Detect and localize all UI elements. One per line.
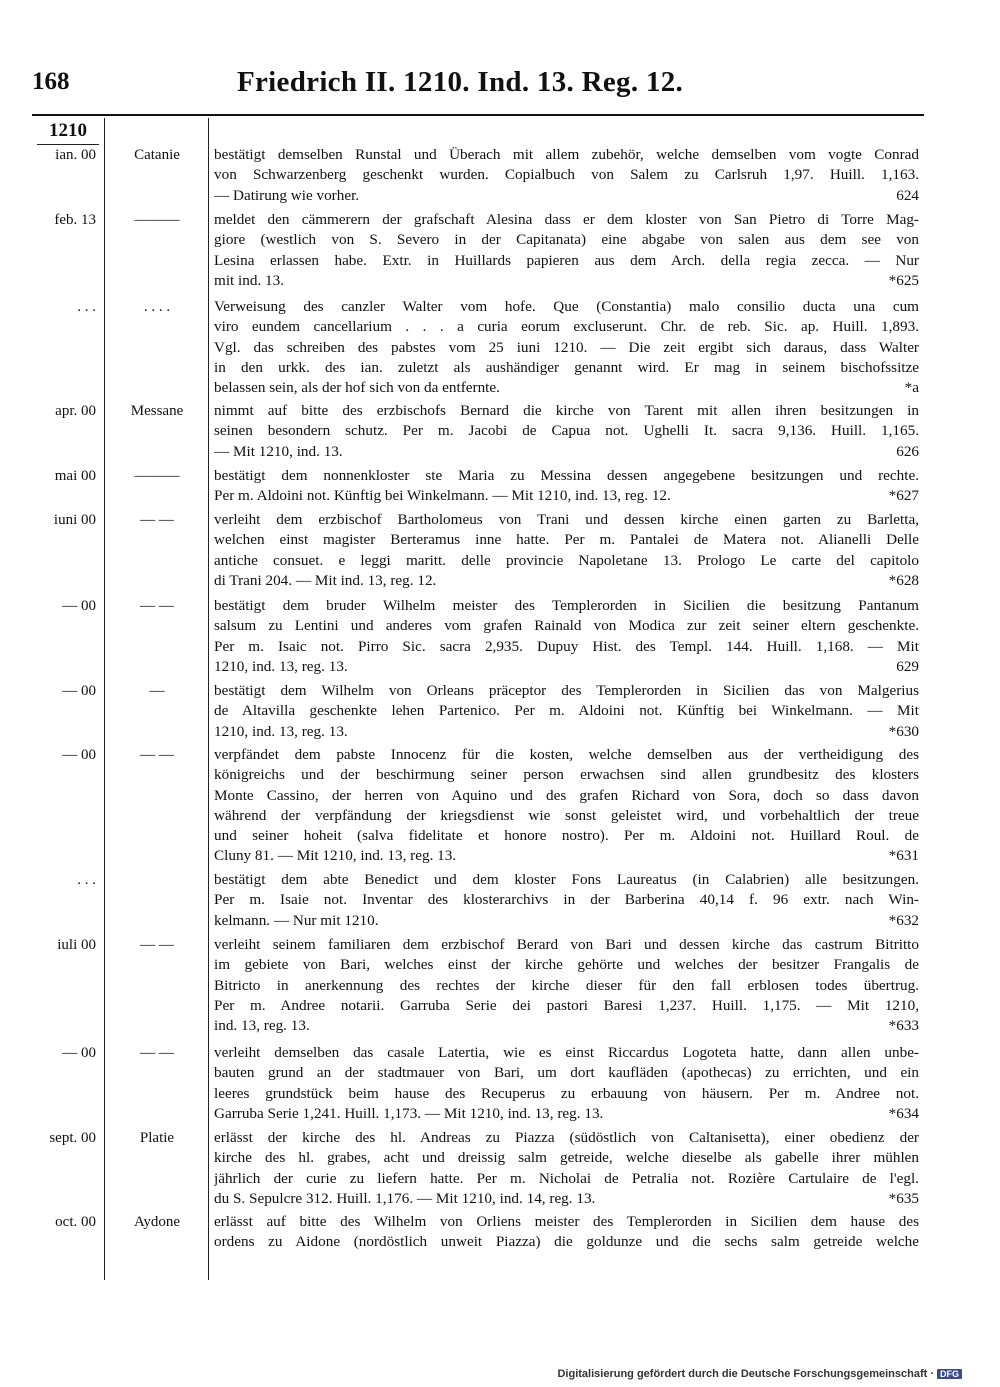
entry-place: ———: [134, 212, 180, 228]
entry-text: [214, 745, 919, 867]
entry-place: Aydone: [133, 1214, 181, 1230]
year-label: 1210: [37, 120, 99, 145]
entry-number: 629: [896, 657, 919, 675]
entry-line: [214, 271, 919, 291]
entry-place: ———: [134, 468, 180, 484]
entry-place: . . . .: [143, 299, 171, 315]
entry-line: [214, 571, 919, 591]
entry-date: oct. 00: [55, 1214, 96, 1230]
entry-line: [214, 378, 919, 398]
entry-line: [214, 722, 919, 742]
entry-number: *628: [888, 571, 919, 589]
entry-text: [214, 297, 919, 398]
entry-line: [214, 186, 919, 206]
entry-place: —: [149, 683, 165, 699]
entry-line: bestätigt dem abte Benedict und dem kloster Fons Laureatus (in Calabrien) alle besitzungen.: [214, 871, 919, 888]
entry-date: — 00: [62, 683, 96, 699]
entry-line: bauten grund an der stadtmauer von Bari, um dort kaufläden (apothecas) zu errichten, und ein: [214, 1064, 919, 1082]
entry-line: Per m. Isaic not. Pirro Sic. sacra 2,935. Dupuy Hist. des Templ. 144. Huill. 1,168. — Mit: [214, 637, 919, 655]
entry-line-text: Garruba Serie 1,241. Huill. 1,173. — Mit 1210, ind. 13, reg. 13.: [214, 1104, 604, 1122]
entry-line: verleiht seinem familiaren dem erzbischof Berard von Bari und dessen kirche das castrum Bitritto: [214, 936, 919, 953]
entry-text: [214, 401, 919, 462]
entry-line: de Altavilla geschenkte lehen Partenico. Per m. Aldoini not. Künftig bei Winkelmann. — Mit: [214, 702, 919, 720]
credit-text: Digitalisierung gefördert durch die Deutsche Forschungsgemeinschaft ·: [557, 1368, 934, 1380]
entry-date: mai 00: [54, 468, 96, 484]
entry-text: [214, 596, 919, 677]
dfg-logo-icon: DFG: [937, 1369, 962, 1379]
entry-place: — —: [140, 937, 174, 953]
entry-line: und seiner hoheit (salva fidelitate et honore nostro). Per m. Aldoini not. Huillard Roul. de: [214, 827, 919, 845]
entry-text: [214, 1128, 919, 1209]
entry-date: — 00: [62, 598, 96, 614]
entry-line: Lesina erlassen habe. Extr. in Huillards papieren aus dem Arch. della regia zecca. — Nur: [214, 251, 919, 269]
entry-line: kirche des hl. grabes, acht und dreissig salm getreide, welche dieselbe als gabelle ihrer mühlen: [214, 1149, 919, 1167]
entry-date: . . .: [77, 299, 96, 315]
entry-line: Bitricto in anerkennung des rechtes der kirche dieser für den fall erblosen todes übertrug.: [214, 976, 919, 994]
entry-line: verleiht dem erzbischof Bartholomeus von Trani und dessen kirche einen garten zu Barletta,: [214, 511, 919, 528]
entry-line-text: Cluny 81. — Mit 1210, ind. 13, reg. 13.: [214, 847, 457, 865]
entry-line: [214, 846, 919, 866]
entry-date: — 00: [62, 747, 96, 763]
entry-line: Per m. Andree notarii. Garruba Serie dei pastori Baresi 1,237. Huill. 1,175. — Mit 1210,: [214, 996, 919, 1014]
entry-text: [214, 870, 919, 931]
digitization-credit: [557, 1368, 962, 1380]
entry-date: iuli 00: [57, 937, 96, 953]
entry-number: *627: [888, 487, 919, 505]
entry-line: [214, 911, 919, 931]
entry-place: — —: [140, 747, 174, 763]
entry-number: 624: [896, 186, 919, 204]
entry-line: Per m. Isaie not. Inventar des klosterarchivs in der Barberina 40,14 f. 96 extr. nach Win-: [214, 891, 919, 909]
entry-line: jährlich der curie zu liefern hatte. Per m. Nicholai de Petralia not. Rozière Cartulaire de l'egl.: [214, 1169, 919, 1187]
entry-line: bestätigt demselben Runstal und Überach mit allem zubehör, welche demselben vom vogte Conrad: [214, 146, 919, 163]
entry-line-text: Per m. Aldoini not. Künftig bei Winkelmann. — Mit 1210, ind. 13, reg. 12.: [214, 487, 671, 505]
entry-line: seinen besondern schutz. Per m. Jacobi de Capua not. Ughelli It. sacra 9,136. Huill. 1,165.: [214, 422, 919, 440]
entry-line: giore (westlich von S. Severo in der Capitanata) eine abgabe von salen aus dem see von: [214, 231, 919, 249]
entry-date: . . .: [77, 872, 96, 888]
entry-line: königreichs und der beschirmung seiner person erwachsen sind allen grundbesitz des klosters: [214, 766, 919, 784]
entry-number: *632: [888, 911, 919, 929]
entry-line: [214, 657, 919, 677]
running-title: Friedrich II. 1210. Ind. 13. Reg. 12.: [237, 66, 684, 98]
entry-date: feb. 13: [54, 212, 96, 228]
entry-line: bestätigt dem Wilhelm von Orleans präceptor des Templerorden in Sicilien das von Malgerius: [214, 682, 919, 699]
entry-number: *630: [888, 722, 919, 740]
entry-line: viro eundem cancellarium . . . a curia eorum excluserunt. Chr. de reb. Sic. ap. Huill. 1,893.: [214, 318, 919, 336]
entry-text: [214, 681, 919, 742]
entry-text: [214, 510, 919, 591]
entry-line: nimmt auf bitte des erzbischofs Bernard die kirche von Tarent mit allen ihren besitzungen in: [214, 402, 919, 419]
entry-date: sept. 00: [49, 1130, 96, 1146]
entry-text: [214, 210, 919, 291]
entry-line: welchen einst magister Berteramus inne hatte. Per m. Pantalei de Matera not. Alianelli Delle: [214, 531, 919, 549]
entry-line: [214, 442, 919, 462]
entry-line: verleiht demselben das casale Latertia, wie es einst Riccardus Logoteta hatte, dann allen unbe-: [214, 1044, 919, 1061]
entry-line: erlässt der kirche des hl. Andreas zu Piazza (südöstlich von Caltanisetta), einer obedienz der: [214, 1129, 919, 1146]
entry-line: bestätigt dem bruder Wilhelm meister des Templerorden in Sicilien die besitzung Pantanum: [214, 597, 919, 614]
entry-number: *631: [888, 847, 919, 865]
entry-line-text: ind. 13, reg. 13.: [214, 1017, 310, 1035]
page-number: 168: [32, 68, 70, 95]
entry-line: antiche consuet. e leggi maritt. delle provincie Napoletane 13. Prologo Le carte del capitolo: [214, 551, 919, 569]
entry-line-text: 1210, ind. 13, reg. 13.: [214, 722, 348, 740]
entry-line: [214, 1189, 919, 1209]
entry-line: leeres grundstück beim hause des Recuperus zu erbauung von häusern. Per m. Andree not.: [214, 1084, 919, 1102]
entry-line-text: — Datirung wie vorher.: [214, 186, 360, 204]
entry-number: *634: [888, 1104, 919, 1122]
entry-line: erlässt auf bitte des Wilhelm von Orliens meister des Templerorden in Sicilien dem hause des: [214, 1213, 919, 1230]
entry-line: meldet den cämmerern der grafschaft Alesina dass er dem kloster von San Pietro di Torre Mag-: [214, 211, 919, 228]
entry-text: [214, 466, 919, 507]
entry-line-text: di Trani 204. — Mit ind. 13, reg. 12.: [214, 571, 437, 589]
entry-place: Platie: [139, 1130, 175, 1146]
entry-line: in den urkk. des ian. zuletzt als aushändiger genannt wird. Er mag in seinem bischofssitze: [214, 358, 919, 376]
entry-line-text: kelmann. — Nur mit 1210.: [214, 911, 379, 929]
entry-number: *a: [904, 379, 919, 397]
entry-line: [214, 1016, 919, 1036]
entry-line: [214, 1104, 919, 1124]
entry-place: Messane: [130, 403, 184, 419]
entry-line: Verweisung des canzler Walter vom hofe. Que (Constantia) malo consilio ducta una cum: [214, 298, 919, 315]
entry-text: [214, 935, 919, 1036]
entry-text: [214, 145, 919, 206]
entry-date: — 00: [62, 1045, 96, 1061]
entry-line: von Schwarzenberg geschenkt wurden. Copialbuch von Salem zu Carlsruh 1,97. Huill. 1,163.: [214, 166, 919, 184]
entry-text: [214, 1212, 919, 1253]
entry-date: iuni 00: [53, 512, 96, 528]
entry-place: — —: [140, 598, 174, 614]
entry-line: [214, 486, 919, 506]
entry-line: im gebiete von Bari, welches einst der kirche gehörte und welches der besitzer Frangalis de: [214, 956, 919, 974]
entry-number: *633: [888, 1017, 919, 1035]
entry-date: ian. 00: [55, 147, 96, 163]
entry-line: Vgl. das schreiben des pabstes vom 25 iuni 1210. — Die zeit ergibt sich daraus, dass Walter: [214, 338, 919, 356]
entry-line: salsum zu Lentini und anderes vom grafen Rainald von Modica zur zeit seiner eltern geschenkte.: [214, 617, 919, 635]
entry-line: ordens zu Aidone (nordöstlich unweit Piazza) die goldunze und die sechs salm getreide welche: [214, 1233, 919, 1251]
entry-text: [214, 1043, 919, 1124]
entry-number: *635: [888, 1189, 919, 1207]
entry-line-text: mit ind. 13.: [214, 271, 285, 289]
entry-line: verpfändet dem pabste Innocenz für die kosten, welche demselben aus der vertheidigung des: [214, 746, 919, 763]
entry-number: *625: [888, 271, 919, 289]
entry-line: bestätigt dem nonnenkloster ste Maria zu Messina dessen angegebene besitzungen und rechte.: [214, 467, 919, 484]
entry-number: 626: [896, 442, 919, 460]
entry-line-text: du S. Sepulcre 312. Huill. 1,176. — Mit 1210, ind. 14, reg. 13.: [214, 1189, 596, 1207]
entry-line: während der verpfändung der kriegsdienst wie sonst geleistet wird, und vorbehaltlich der treue: [214, 806, 919, 824]
entry-place: Catanie: [134, 147, 180, 163]
entry-place: — —: [140, 512, 174, 528]
entry-line-text: 1210, ind. 13, reg. 13.: [214, 657, 348, 675]
entry-line-text: belassen sein, als der hof sich von da entfernte.: [214, 379, 500, 397]
entry-line-text: — Mit 1210, ind. 13.: [214, 442, 343, 460]
entry-place: — —: [140, 1045, 174, 1061]
entry-line: Monte Cassino, der herren von Aquino und des grafen Richard von Sora, doch so dass davon: [214, 786, 919, 804]
entry-date: apr. 00: [55, 403, 96, 419]
